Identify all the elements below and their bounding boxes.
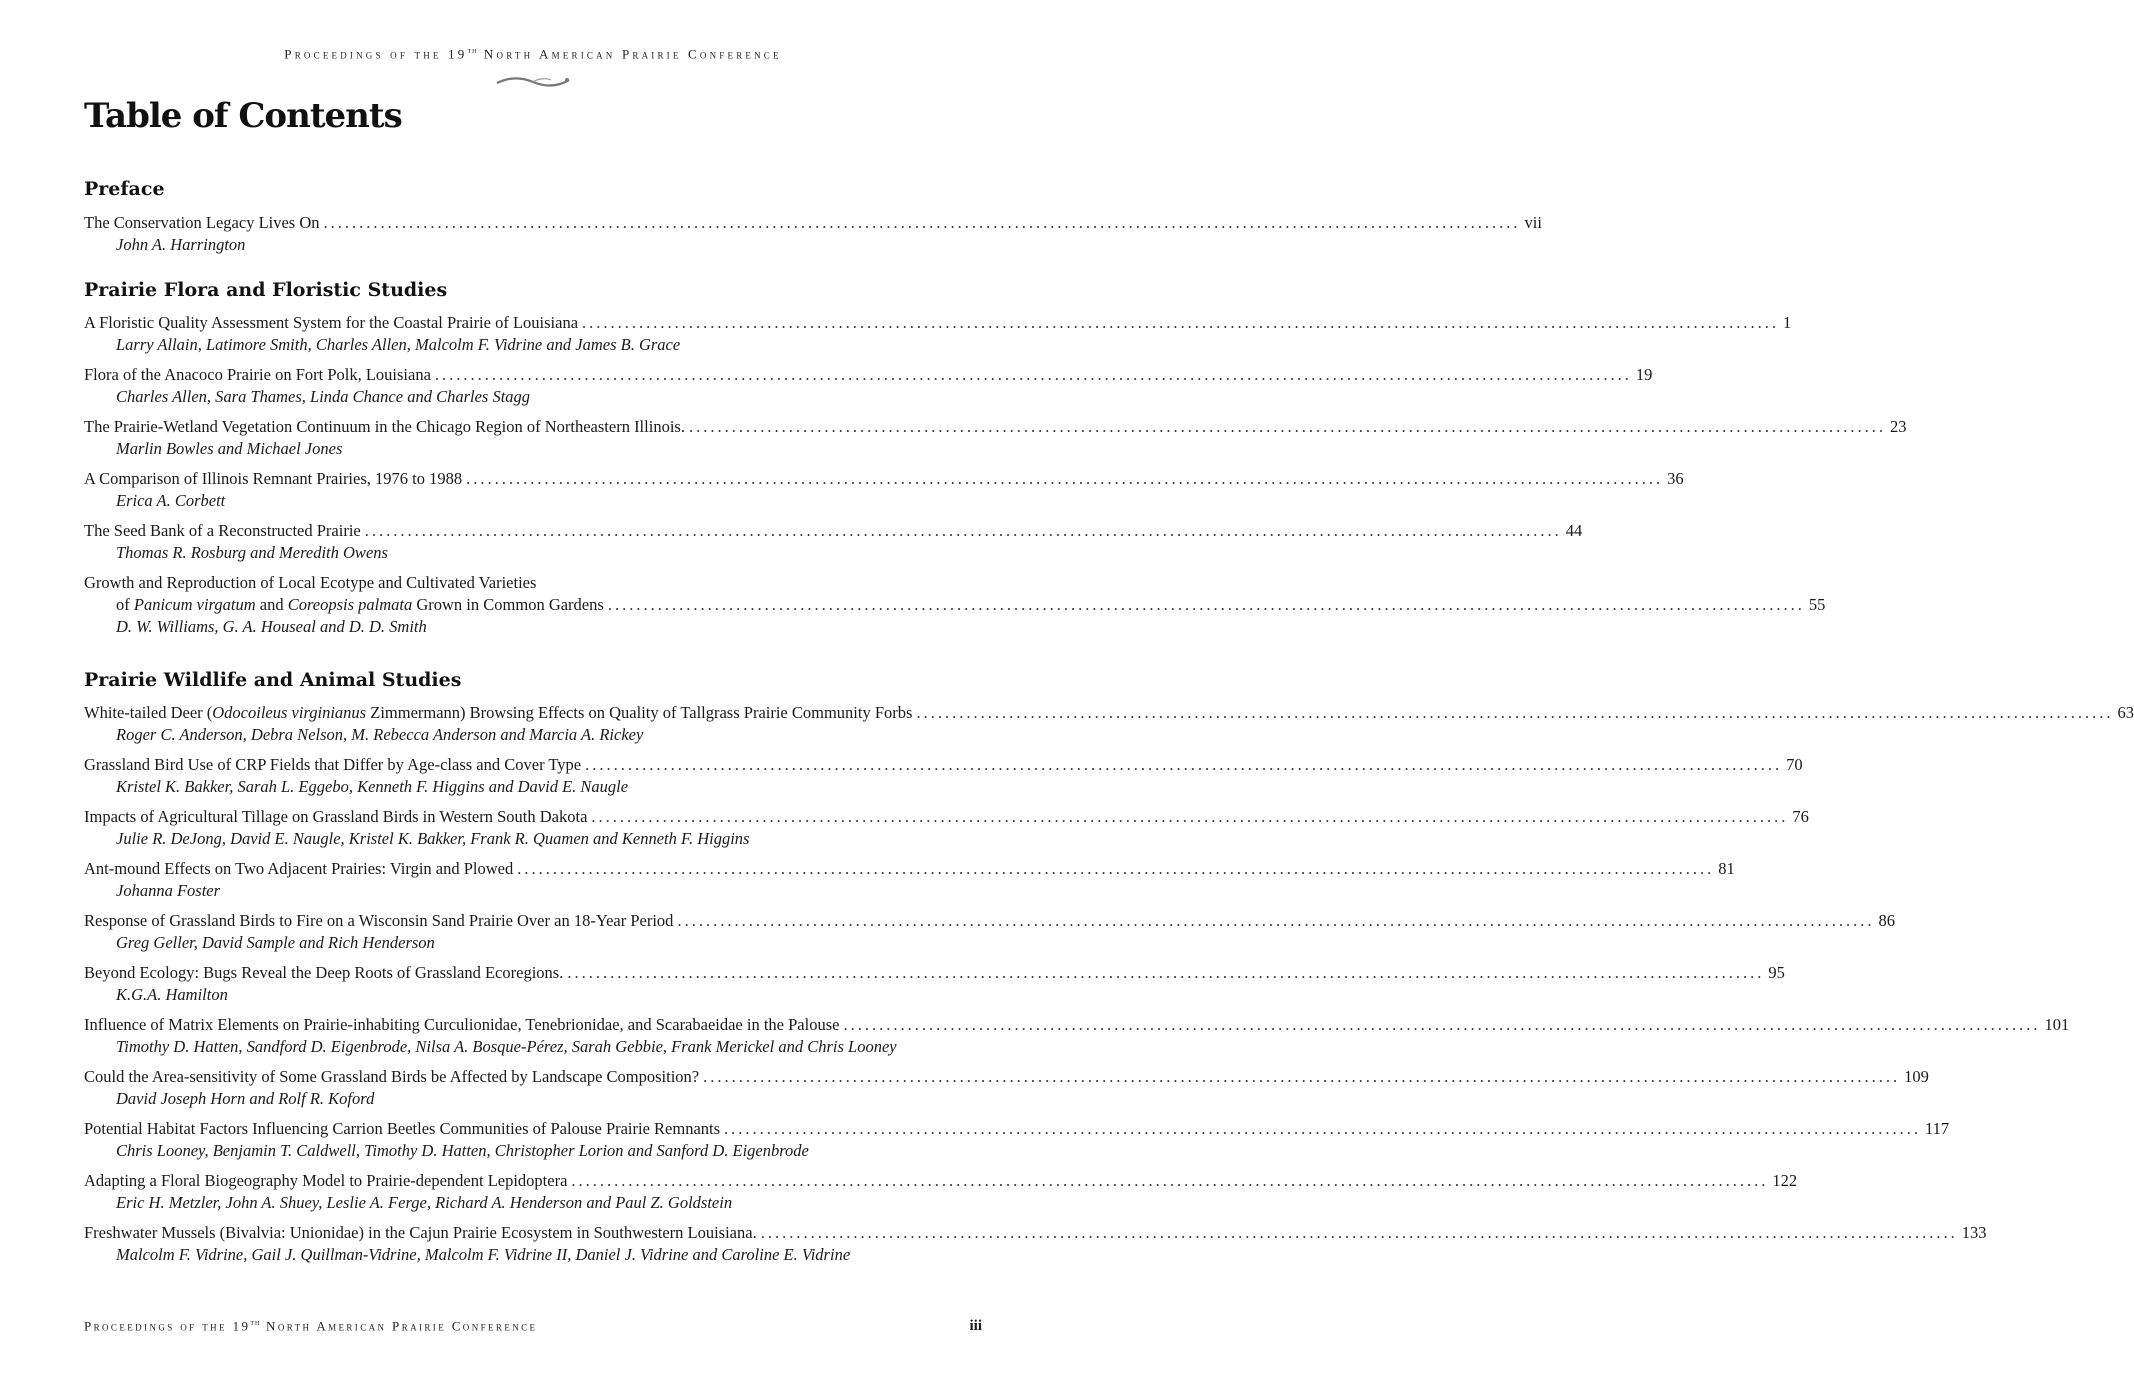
entry-authors: Chris Looney, Benjamin T. Caldwell, Timothy D. Hatten, Christopher Lorion and Sanford D. Eigenbrode [116,1141,809,1160]
running-head: Proceedings of the 19th North American Prairie Conference [284,46,782,62]
entry-page: 63 [2117,703,2134,722]
entry-title: Influence of Matrix Elements on Prairie-inhabiting Curculionidae, Tenebrionidae, and Scarabaeidae in the Palouse [84,1015,840,1034]
leader-dots: ........................................................................................................................................................................ [703,1067,1901,1086]
entry-authors: Larry Allain, Latimore Smith, Charles Allen, Malcolm F. Vidrine and James B. Grace [116,335,681,354]
entry-page: 122 [1772,1171,1798,1190]
toc-entry[interactable] [84,468,1684,512]
entry-page: 101 [2044,1015,2070,1034]
entry-title: Flora of the Anacoco Prairie on Fort Polk, Louisiana [84,365,431,384]
entry-authors: David Joseph Horn and Rolf R. Koford [116,1089,375,1108]
entry-page: 81 [1718,859,1735,878]
toc-entry[interactable] [84,1118,1950,1162]
toc-entry[interactable] [84,702,2134,746]
entry-authors: Kristel K. Bakker, Sarah L. Eggebo, Kenneth F. Higgins and David E. Naugle [116,777,629,796]
flourish-ornament-icon [495,74,571,90]
entry-authors: Thomas R. Rosburg and Meredith Owens [116,543,388,562]
entry-page: 1 [1783,313,1792,332]
entry-authors: Erica A. Corbett [116,491,226,510]
leader-dots: ........................................................................................................................................................................ [591,807,1789,826]
toc-entry[interactable] [84,416,1907,460]
leader-dots: ........................................................................................................................................................................ [585,755,1783,774]
entry-title: White-tailed Deer (Odocoileus virginianus Zimmermann) Browsing Effects on Quality of Tallgrass Prairie Community Forbs [84,703,913,722]
leader-dots: ........................................................................................................................................................................ [916,703,2114,722]
leader-dots: ........................................................................................................................................................................ [607,595,1805,614]
section-heading-flora: Prairie Flora and Floristic Studies [84,279,448,301]
entry-page: 70 [1786,755,1803,774]
toc-entry[interactable] [84,1170,1798,1214]
entry-page: 55 [1808,595,1826,614]
toc-entry[interactable] [84,910,1895,954]
toc-entry[interactable] [84,572,1826,638]
toc-entry[interactable] [84,364,1653,408]
toc-entry[interactable] [84,312,1792,356]
leader-dots: ........................................................................................................................................................................ [466,469,1664,488]
leader-dots: ........................................................................................................................................................................ [760,1223,1958,1242]
entry-authors: Malcolm F. Vidrine, Gail J. Quillman-Vidrine, Malcolm F. Vidrine II, Daniel J. Vidrine and Caroline E. Vidrine [116,1245,851,1264]
leader-dots: ........................................................................................................................................................................ [688,417,1886,436]
entry-page: 133 [1961,1223,1987,1242]
toc-entry[interactable] [84,520,1583,564]
entry-title: Adapting a Floral Biogeography Model to Prairie-dependent Lepidoptera [84,1171,568,1190]
entry-authors: Johanna Foster [116,881,221,900]
entry-title: Beyond Ecology: Bugs Reveal the Deep Roots of Grassland Ecoregions. [84,963,564,982]
toc-entry[interactable] [84,754,1803,798]
leader-dots: ........................................................................................................................................................................ [724,1119,1922,1138]
entry-title: Freshwater Mussels (Bivalvia: Unionidae) in the Cajun Prairie Ecosystem in Southwestern Louisiana. [84,1223,757,1242]
entry-page: 109 [1904,1067,1929,1086]
entry-page: 19 [1635,365,1653,384]
toc-entry[interactable] [84,1222,1987,1266]
page-footer [84,1318,982,1335]
leader-dots: ........................................................................................................................................................................ [434,365,1632,384]
toc-entry[interactable] [84,1066,1929,1110]
section-heading-wildlife: Prairie Wildlife and Animal Studies [84,669,462,691]
entry-title: Could the Area-sensitivity of Some Grassland Birds be Affected by Landscape Composition? [84,1067,700,1086]
leader-dots: ........................................................................................................................................................................ [677,911,1875,930]
footer-running-title: Proceedings of the 19th North American Prairie Conference [84,1318,538,1334]
entry-authors: Greg Geller, David Sample and Rich Henderson [116,933,435,952]
leader-dots: ........................................................................................................................................................................ [571,1171,1769,1190]
toc-entry[interactable] [84,858,1735,902]
entry-page: 117 [1925,1119,1950,1138]
entry-page: 44 [1565,521,1583,540]
leader-dots: ........................................................................................................................................................................ [364,521,1562,540]
toc-entry[interactable] [84,962,1785,1006]
entry-authors: Roger C. Anderson, Debra Nelson, M. Rebecca Anderson and Marcia A. Rickey [116,725,644,744]
leader-dots: ........................................................................................................................................................................ [567,963,1765,982]
entry-authors: K.G.A. Hamilton [116,985,228,1004]
entry-authors: Timothy D. Hatten, Sandford D. Eigenbrode, Nilsa A. Bosque-Pérez, Sarah Gebbie, Frank Merickel and Chris Looney [116,1037,897,1056]
toc-entry[interactable] [84,806,1809,850]
toc-entry[interactable] [84,1014,2070,1058]
leader-dots: ........................................................................................................................................................................ [323,213,1521,232]
entry-title-line1: Growth and Reproduction of Local Ecotype and Cultivated Varieties [84,573,537,592]
entry-page: 86 [1878,911,1895,930]
leader-dots: ........................................................................................................................................................................ [582,313,1780,332]
entry-authors: Julie R. DeJong, David E. Naugle, Kristel K. Bakker, Frank R. Quamen and Kenneth F. Higgins [116,829,750,848]
leader-dots: ........................................................................................................................................................................ [517,859,1715,878]
entry-title: Impacts of Agricultural Tillage on Grassland Birds in Western South Dakota [84,807,588,826]
entry-title: Potential Habitat Factors Influencing Carrion Beetles Communities of Palouse Prairie Remnants [84,1119,721,1138]
entry-title: A Comparison of Illinois Remnant Prairies, 1976 to 1988 [84,469,463,488]
entry-page: vii [1524,213,1542,232]
entry-page: 36 [1667,469,1684,488]
entry-title: The Conservation Legacy Lives On [84,213,320,232]
section-heading-preface: Preface [84,178,165,200]
entry-title: Ant-mound Effects on Two Adjacent Prairies: Virgin and Plowed [84,859,514,878]
toc-entry[interactable] [84,212,1542,256]
entry-title: Grassland Bird Use of CRP Fields that Differ by Age-class and Cover Type [84,755,582,774]
entry-page: 95 [1768,963,1785,982]
entry-authors: D. W. Williams, G. A. Houseal and D. D. Smith [116,617,427,636]
entry-authors: Charles Allen, Sara Thames, Linda Chance and Charles Stagg [116,387,531,406]
entry-title-line2: of Panicum virgatum and Coreopsis palmata Grown in Common Gardens [116,595,604,614]
entry-title: Response of Grassland Birds to Fire on a Wisconsin Sand Prairie Over an 18-Year Period [84,911,674,930]
entry-authors: John A. Harrington [116,235,246,254]
entry-page: 23 [1889,417,1907,436]
page-title: Table of Contents [84,96,402,136]
entry-page: 76 [1792,807,1809,826]
leader-dots: ........................................................................................................................................................................ [843,1015,2041,1034]
page-number: iii [969,1318,982,1335]
entry-authors: Marlin Bowles and Michael Jones [116,439,343,458]
entry-title: The Prairie-Wetland Vegetation Continuum in the Chicago Region of Northeastern Illinois. [84,417,685,436]
entry-authors: Eric H. Metzler, John A. Shuey, Leslie A. Ferge, Richard A. Henderson and Paul Z. Goldstein [116,1193,733,1212]
entry-title: A Floristic Quality Assessment System for the Coastal Prairie of Louisiana [84,313,579,332]
entry-title: The Seed Bank of a Reconstructed Prairie [84,521,361,540]
